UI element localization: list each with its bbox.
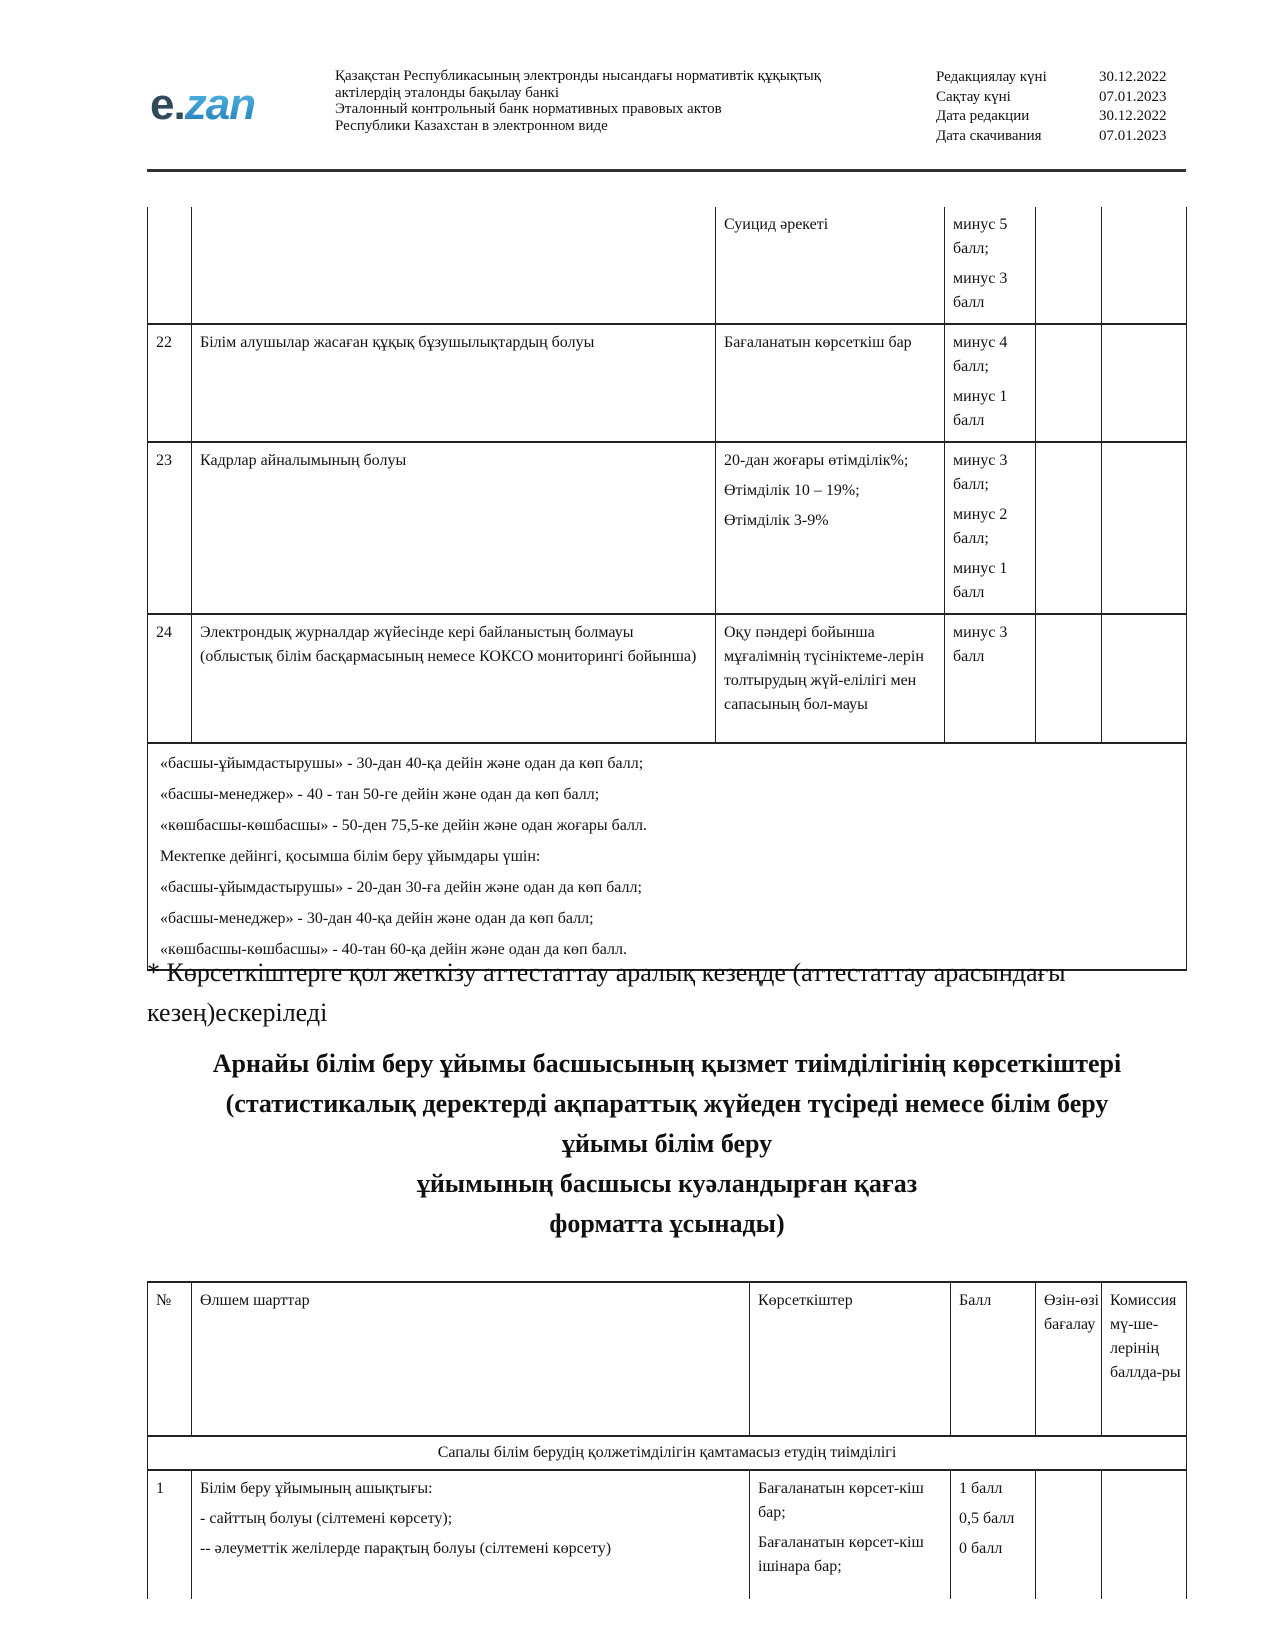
self-assessment-cell[interactable] [1036, 207, 1102, 324]
document-dates [936, 68, 1167, 146]
header-commission-scores: Комиссия мү-ше-лерінің баллда-ры [1102, 1282, 1187, 1436]
points-text: минус 3 балл [953, 270, 1008, 311]
score-thresholds-row [148, 743, 1187, 970]
points-text: минус 1 балл [953, 560, 1008, 601]
self-assessment-cell[interactable] [1036, 442, 1102, 614]
indicators-table-continued [147, 207, 1187, 971]
header-self-assessment: Өзін-өзі бағалау [1036, 1282, 1102, 1436]
table-row [148, 324, 1187, 442]
threshold-line: Мектепке дейінгі, қосымша білім беру ұйымдары үшін: [160, 848, 541, 865]
row-number: 22 [148, 324, 192, 442]
row-criteria [192, 1470, 750, 1599]
commission-cell[interactable] [1102, 1470, 1187, 1599]
self-assessment-cell[interactable] [1036, 614, 1102, 743]
criteria-line: -- әлеуметтік желілерде парақтың болуы (сілтемені көрсету) [200, 1540, 612, 1557]
section-row [148, 1436, 1187, 1470]
bank-description [335, 68, 821, 134]
criteria-line: Білім беру ұйымының ашықтығы: [200, 1480, 433, 1497]
threshold-line: «көшбасшы-көшбасшы» - 50-ден 75,5-ке дейін және одан жоғары балл. [160, 817, 648, 834]
table-row [148, 442, 1187, 614]
row-points [945, 324, 1036, 442]
row-points [951, 1470, 1036, 1599]
indicator-text: Суицид әрекеті [724, 216, 829, 233]
section-title [147, 1044, 1187, 1244]
threshold-line: «басшы-ұйымдастырушы» - 20-дан 30-ға дейін және одан да көп балл; [160, 879, 642, 896]
indicator-text: Өтімділік 10 – 19%; [724, 482, 860, 499]
points-text: 0 балл [959, 1540, 1003, 1557]
row-number: 23 [148, 442, 192, 614]
footnote: * Көрсеткіштерге қол жеткізу аттестаттау аралық кезеңде (аттестаттау арасындағы кезең)ескеріледі [147, 958, 1066, 1027]
row-indicators [716, 324, 945, 442]
ezan-logo [150, 82, 302, 128]
self-assessment-cell[interactable] [1036, 1470, 1102, 1599]
points-text: минус 5 балл; [953, 216, 1008, 257]
meta-value: 30.12.2022 [1099, 69, 1167, 85]
indicator-text: Өтімділік 3-9% [724, 512, 829, 529]
points-text: 1 балл [959, 1480, 1003, 1497]
threshold-line: «көшбасшы-көшбасшы» - 40-тан 60-қа дейін және одан да көп балл. [160, 941, 627, 958]
meta-label: Редакциялау күні [936, 69, 1047, 85]
threshold-line: «басшы-менеджер» - 30-дан 40-қа дейін және одан да көп балл; [160, 910, 594, 927]
commission-cell[interactable] [1102, 207, 1187, 324]
logo-text-e: e. [150, 80, 185, 129]
row-indicators [750, 1470, 951, 1599]
indicator-text: Бағаланатын көрсет-кіш ішінара бар; [758, 1534, 924, 1575]
row-number: 1 [148, 1470, 192, 1599]
bank-line: Республики Казахстан в электронном виде [335, 117, 608, 134]
header-criteria: Өлшем шарттар [192, 1282, 750, 1436]
indicator-text: 20-дан жоғары өтімділік%; [724, 452, 909, 469]
table-row [148, 1470, 1187, 1599]
indicator-text: Бағаланатын көрсет-кіш бар; [758, 1480, 924, 1521]
criteria-line: - сайттың болуы (сілтемені көрсету); [200, 1510, 453, 1527]
title-line: (статистикалық деректерді ақпараттық жүйеден түсіреді немесе білім беру [225, 1089, 1109, 1118]
points-text: минус 2 балл; [953, 506, 1008, 547]
score-thresholds [148, 743, 1187, 970]
meta-value: 07.01.2023 [1099, 88, 1167, 105]
threshold-line: «басшы-менеджер» - 40 - тан 50-ге дейін және одан да көп балл; [160, 786, 600, 803]
points-text: минус 1 балл [953, 388, 1008, 429]
section-heading: Сапалы білім берудің қолжетімділігін қамтамасыз етудің тиімділігі [148, 1436, 1187, 1470]
meta-value: 30.12.2022 [1099, 108, 1167, 124]
row-indicators [716, 207, 945, 324]
bank-line: актілердің эталонды бақылау банкі [335, 84, 559, 101]
commission-cell[interactable] [1102, 324, 1187, 442]
row-points [945, 207, 1036, 324]
table-row [148, 614, 1187, 743]
meta-label: Дата скачивания [936, 127, 1042, 144]
logo-text-zan: zan [184, 80, 256, 129]
meta-value: 07.01.2023 [1099, 127, 1167, 144]
row-indicators [716, 614, 945, 743]
special-education-indicators-table [147, 1281, 1187, 1599]
row-criterion: Кадрлар айналымының болуы [192, 442, 716, 614]
meta-row [936, 127, 1167, 147]
table-row [148, 207, 1187, 324]
header-divider [147, 169, 1186, 172]
title-line: Арнайы білім беру ұйымы басшысының қызмет тиімділігінің көрсеткіштері [212, 1049, 1122, 1078]
bank-line: Қазақстан Республикасының электронды нысандағы нормативтік құқықтық [335, 68, 822, 84]
meta-row [936, 68, 1167, 88]
row-criterion: Электрондық журналдар жүйесінде кері байланыстың болмауы (облыстық білім басқармасының немесе КОКСО мониторингі бойынша) [192, 614, 716, 743]
indicator-text: Оқу пәндері бойынша мұғалімнің түсініктеме-лерін толтырудың жүй-елілігі мен сапасының бол-мауы [724, 624, 924, 713]
bank-line: Эталонный контрольный банк нормативных правовых актов [335, 101, 722, 117]
threshold-line: «басшы-ұйымдастырушы» - 30-дан 40-қа дейін және одан да көп балл; [160, 755, 644, 772]
header-indicators: Көрсеткіштер [750, 1282, 951, 1436]
meta-label: Сақтау күні [936, 88, 1011, 105]
row-number: 24 [148, 614, 192, 743]
meta-row [936, 107, 1167, 127]
row-indicators [716, 442, 945, 614]
points-text: минус 3 балл; [953, 452, 1008, 493]
header-num: № [148, 1282, 192, 1436]
commission-cell[interactable] [1102, 614, 1187, 743]
meta-row [936, 88, 1167, 108]
row-criterion: Білім алушылар жасаған құқық бұзушылықтардың болуы [192, 324, 716, 442]
table-header-row [148, 1282, 1187, 1436]
row-points [945, 614, 1036, 743]
header-points: Балл [951, 1282, 1036, 1436]
meta-label: Дата редакции [936, 108, 1030, 124]
points-text: минус 4 балл; [953, 334, 1008, 375]
commission-cell[interactable] [1102, 442, 1187, 614]
points-text: 0,5 балл [959, 1510, 1015, 1527]
row-criterion [192, 207, 716, 324]
row-points [945, 442, 1036, 614]
title-line: ұйымының басшысы куәландырған қағаз [416, 1169, 918, 1198]
row-number [148, 207, 192, 324]
points-text: минус 3 балл [953, 624, 1008, 665]
title-line: ұйымы білім беру [561, 1129, 773, 1158]
self-assessment-cell[interactable] [1036, 324, 1102, 442]
indicator-text: Бағаланатын көрсеткіш бар [724, 334, 912, 351]
title-line: форматта ұсынады) [549, 1209, 785, 1238]
